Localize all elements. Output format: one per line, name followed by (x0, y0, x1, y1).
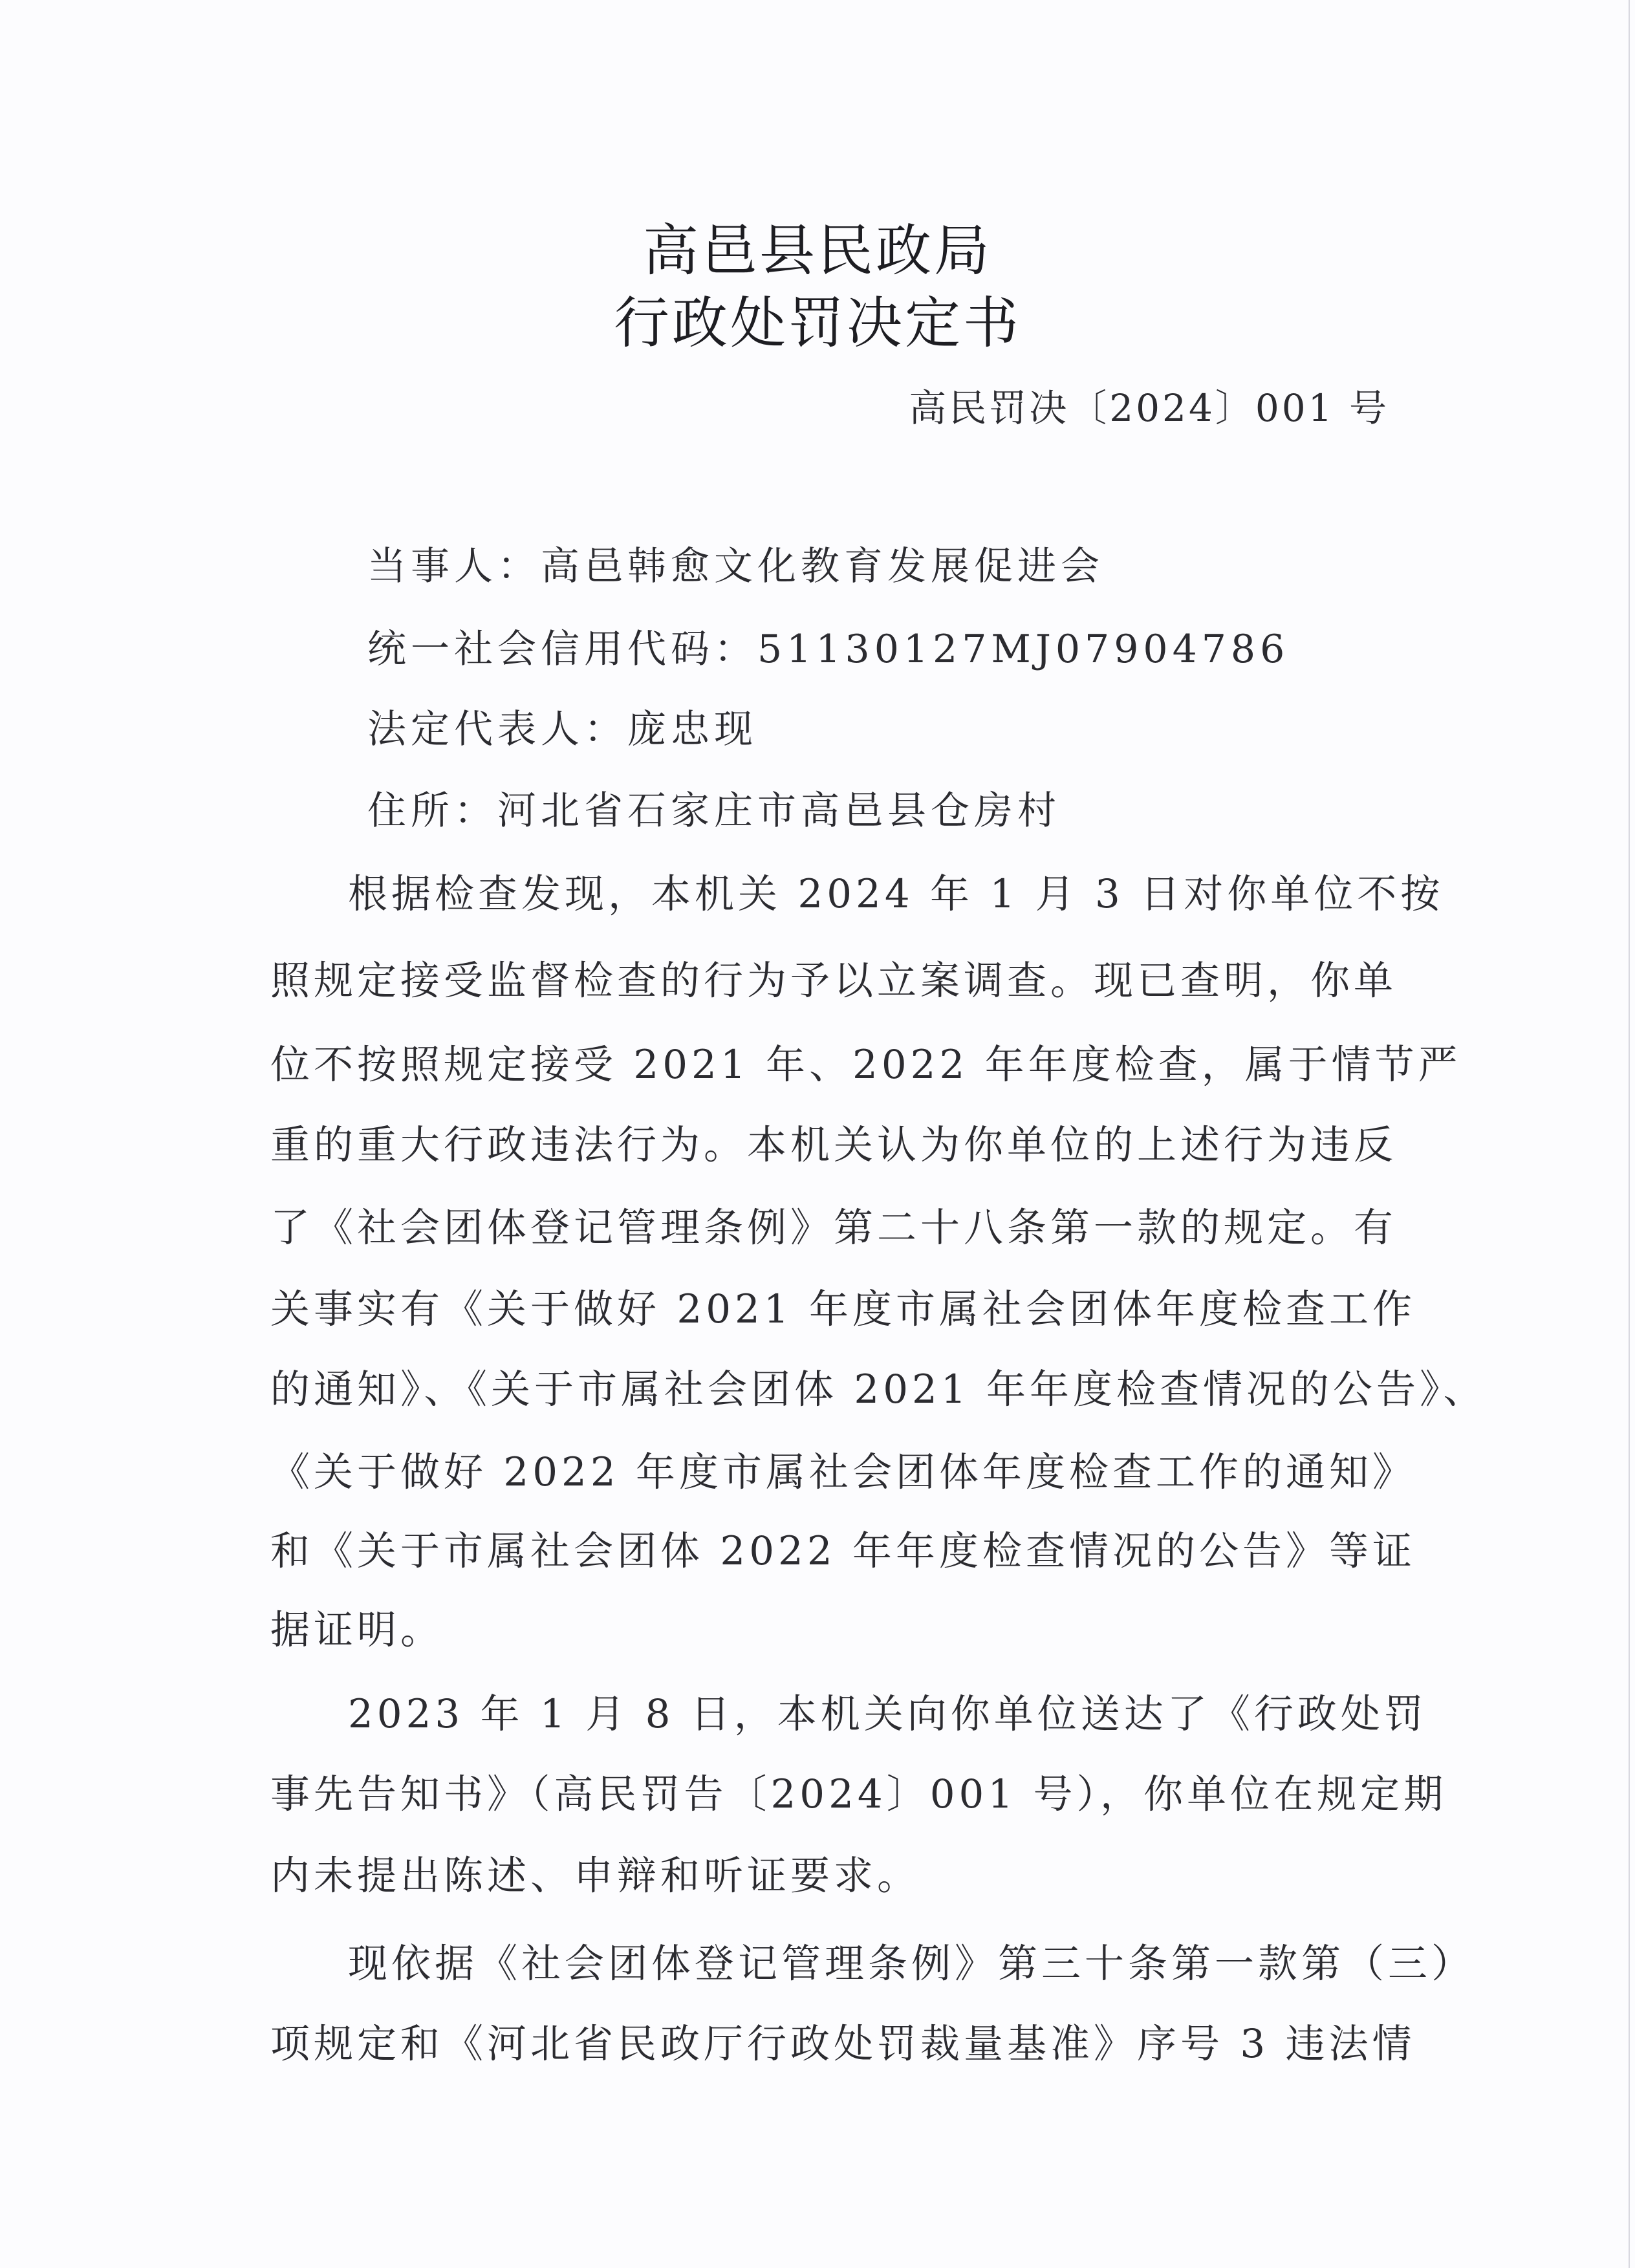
paragraph-1-line: 重的重大行政违法行为。本机关认为你单位的上述行为违反 (270, 1122, 1398, 1168)
paragraph-1-line: 照规定接受监督检查的行为予以立案调查。现已查明，你单 (270, 958, 1398, 1004)
paragraph-1-line: 据证明。 (270, 1607, 444, 1653)
legal-rep-row (367, 698, 757, 754)
document-number: 高民罚决〔2024〕001 号 (909, 386, 1389, 430)
party-name-value: 高邑韩愈文化教育发展促进会 (541, 544, 1104, 589)
paragraph-2-line: 事先告知书》（高民罚告〔2024〕001 号），你单位在规定期 (270, 1771, 1447, 1817)
address-label: 住所： (367, 788, 497, 834)
address-row (367, 780, 1061, 836)
address-value: 河北省石家庄市高邑县仓房村 (497, 788, 1061, 834)
party-name-row (367, 535, 1104, 591)
paragraph-2-line: 内未提出陈述、申辩和听证要求。 (270, 1853, 921, 1899)
paragraph-2-line: 2023 年 1 月 8 日，本机关向你单位送达了《行政处罚 (348, 1691, 1427, 1737)
credit-code-value: 51130127MJ07904786 (757, 627, 1290, 672)
paragraph-1-line: 了《社会团体登记管理条例》第二十八条第一款的规定。有 (270, 1205, 1398, 1251)
document-title-type: 行政处罚决定书 (614, 291, 1021, 356)
document-title-issuer: 高邑县民政局 (643, 219, 992, 283)
paragraph-1-line: 《关于做好 2022 年度市属社会团体年度检查工作的通知》 (270, 1449, 1416, 1495)
credit-code-label: 统一社会信用代码： (367, 627, 757, 672)
party-name-label: 当事人： (367, 544, 541, 589)
paragraph-3-line: 现依据《社会团体登记管理条例》第三十条第一款第（三） (348, 1941, 1475, 1987)
legal-rep-value: 庞忠现 (627, 707, 757, 752)
credit-code-row (367, 618, 1289, 674)
paragraph-1-line: 关事实有《关于做好 2021 年度市属社会团体年度检查工作 (270, 1286, 1416, 1332)
paragraph-1-line: 位不按照规定接受 2021 年、2022 年年度检查，属于情节严 (270, 1042, 1462, 1088)
legal-rep-label: 法定代表人： (367, 707, 627, 752)
paragraph-1-line: 的通知》、《关于市属社会团体 2021 年年度检查情况的公告》、 (270, 1366, 1487, 1412)
paragraph-1-line: 根据检查发现，本机关 2024 年 1 月 3 日对你单位不按 (348, 871, 1444, 917)
paragraph-1-line: 和《关于市属社会团体 2022 年年度检查情况的公告》等证 (270, 1528, 1416, 1574)
paragraph-3-line: 项规定和《河北省民政厅行政处罚裁量基准》序号 3 违法情 (270, 2021, 1416, 2067)
